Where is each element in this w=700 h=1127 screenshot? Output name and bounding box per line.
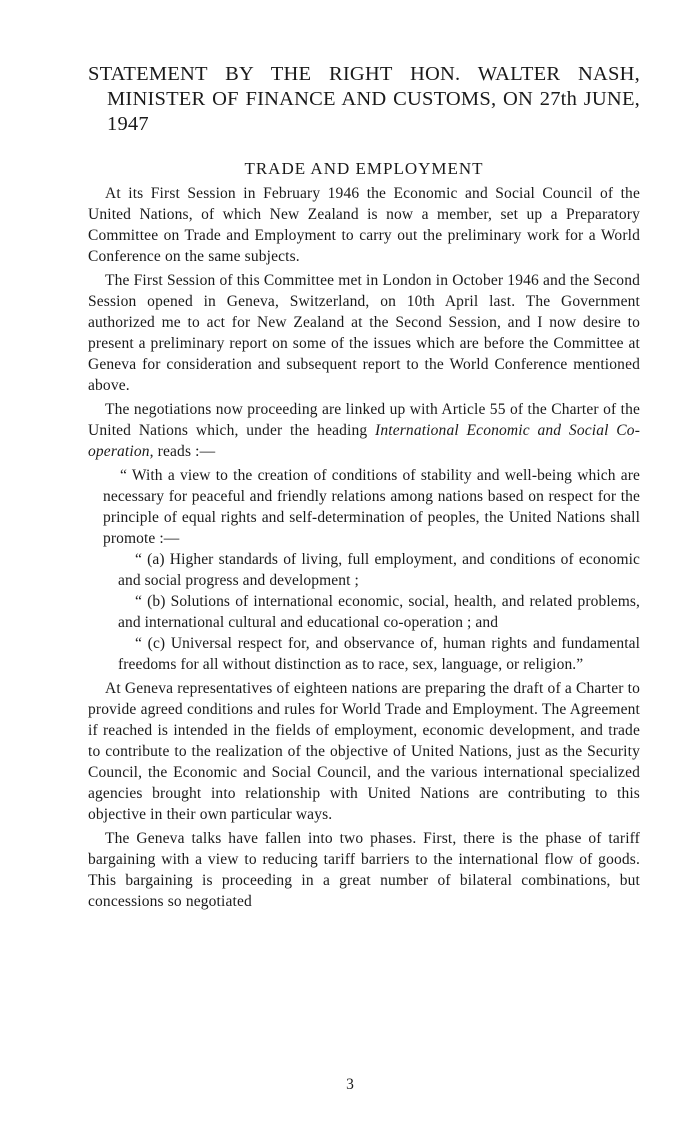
- paragraph-3: [88, 399, 640, 462]
- article-55-quote: [103, 465, 640, 675]
- paragraph-3-italic-heading: International Economic and Social Co-operation,: [88, 422, 641, 460]
- paragraph-1: At its First Session in February 1946 the Economic and Social Council of the United Nations, of which New Zealand is now a member, set up a Preparatory Committee on Trade and Employment to carry out the preliminary work for a World Conference on the same subjects.: [88, 185, 640, 265]
- section-heading: TRADE AND EMPLOYMENT: [244, 159, 484, 178]
- quote-item-a: “ (a) Higher standards of living, full employment, and conditions of economic and social progress and development ;: [118, 551, 640, 589]
- paragraph-3-text: The negotiations now proceeding are linked up with Article 55 of the Charter of the United Nations which, under the heading: [88, 401, 640, 439]
- quote-intro: “ With a view to the creation of conditions of stability and well-being which are necessary for peaceful and friendly relations among nations based on respect for the principle of equal rights and self-determination of peoples, the United Nations shall promote :—: [103, 467, 640, 547]
- page-number: 3: [346, 1076, 354, 1093]
- paragraph-2: The First Session of this Committee met in London in October 1946 and the Second Session opened in Geneva, Switzerland, on 10th April last. The Government authorized me to act for New Zealand at the Second Session, and I now desire to present a preliminary report on some of the issues which are before the Committee at Geneva for consideration and subsequent report to the World Conference mentioned above.: [88, 272, 640, 394]
- quote-item-c: “ (c) Universal respect for, and observance of, human rights and fundamental freedoms for all without distinction as to race, sex, language, or religion.”: [118, 635, 640, 673]
- paragraph-5: The Geneva talks have fallen into two phases. First, there is the phase of tariff bargaining with a view to reducing tariff barriers to the international flow of goods. This bargaining is proceeding in a great number of bilateral combinations, but concessions so negotiated: [88, 830, 640, 910]
- paragraph-4: At Geneva representatives of eighteen nations are preparing the draft of a Charter to provide agreed conditions and rules for World Trade and Employment. The Agreement if reached is intended in the fields of employment, economic development, and trade to contribute to the realization of the objective of United Nations, just as the Security Council, the Economic and Social Council, and the various international specialized agencies brought into relationship with United Nations are contributing to this objective in their own particular ways.: [88, 680, 640, 823]
- quote-item-b: “ (b) Solutions of international economic, social, health, and related problems, and international cultural and educational co-operation ; and: [118, 593, 640, 631]
- document-title: STATEMENT BY THE RIGHT HON. WALTER NASH, MINISTER OF FINANCE AND CUSTOMS, ON 27th JUNE, 1947: [88, 63, 640, 135]
- document-page: [88, 62, 640, 915]
- paragraph-3-end: reads :—: [153, 443, 216, 460]
